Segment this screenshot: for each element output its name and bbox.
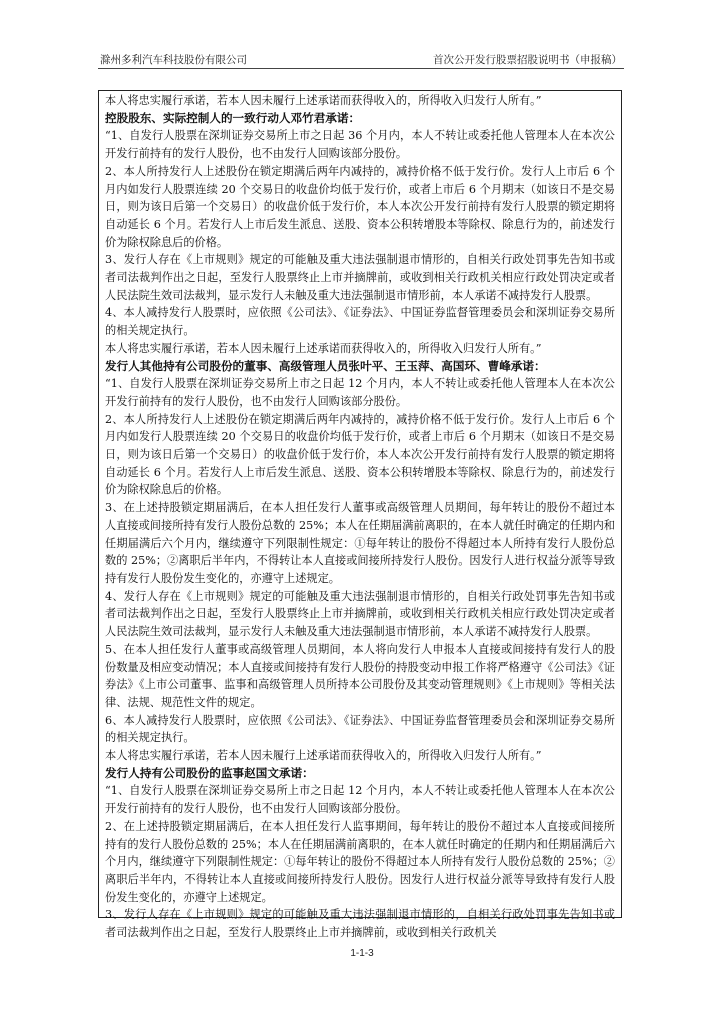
paragraph: 本人将忠实履行承诺，若本人因未履行上述承诺而获得收入的，所得收入归发行人所有。” — [105, 94, 542, 107]
paragraph: 5、在本人担任发行人董事或高级管理人员期间，本人将向发行人申报本人直接或间接持有发行人的股份数量及相应变动情况；本人直接或间接持有发行人股份的持股变动申报工作将严格遵守《公司法》《证券法》《上市公司董事、监事和高级管理人员所持本公司股份及其变动管理规则》《上市规则》等相关法律、法规、规范性文件的规定。 — [105, 642, 615, 709]
paragraph: 3、发行人存在《上市规则》规定的可能触及重大违法强制退市情形的，自相关行政处罚事先告知书或者司法裁判作出之日起，至发行人股票终止上市并摘牌前，或收到相关行政机关 — [105, 908, 615, 940]
paragraph: 2、在上述持股锁定期届满后，在本人担任发行人监事期间，每年转让的股份不超过本人直接或间接所持有的发行人股份总数的 25%；本人在任期届满前离职的，在本人就任时确定的任期内和任期届满后六个月内，继续遵守下列限制性规定：①每年转让的股份不得超过本人所持有发行人股份总数的 25%；②离职后半年内，不得转让本人直接或间接所持发行人股份。因发行人进行权益分派等导致持有发行人股份发生变化的，亦遵守上述规定。 — [105, 819, 615, 904]
paragraph: “1、自发行人股票在深圳证券交易所上市之日起 12 个月内，本人不转让或委托他人管理本人在本次公开发行前持有的发行人股份，也不由发行人回购该部分股份。 — [105, 784, 615, 816]
paragraph: 2、本人所持发行人上述股份在锁定期满后两年内减持的，减持价格不低于发行价。发行人上市后 6 个月内如发行人股票连续 20 个交易日的收盘价均低于发行价，或者上市后 6 个月期末（如该日不是交易日，则为该日后第一个交易日）的收盘价低于发行价，本人本次公开发行前持有发行人股票的锁定期将自动延长 6 个月。若发行人上市后发生派息、送股、资本公积转增股本等除权、除息行为的，前述发行价为除权除息后的价格。 — [105, 164, 615, 249]
paragraph: 本人将忠实履行承诺，若本人因未履行上述承诺而获得收入的，所得收入归发行人所有。” — [105, 749, 542, 763]
content-table-cell — [98, 90, 622, 940]
company-name: 滁州多利汽车科技股份有限公司 — [100, 54, 247, 66]
paragraph: 本人将忠实履行承诺，若本人因未履行上述承诺而获得收入的，所得收入归发行人所有。” — [105, 341, 542, 355]
paragraph: “1、自发行人股票在深圳证券交易所上市之日起 36 个月内，本人不转让或委托他人管理本人在本次公开发行前持有的发行人股份，也不由发行人回购该部分股份。 — [105, 129, 615, 161]
page-header — [98, 48, 624, 69]
section-heading: 发行人其他持有公司股份的董事、高级管理人员张叶平、王玉萍、高国环、曹峰承诺： — [105, 358, 546, 373]
paragraph: 3、在上述持股锁定期届满后，在本人担任发行人董事或高级管理人员期间，每年转让的股份不超过本人直接或间接所持有发行人股份总数的 25%；本人在任期届满前离职的，在本人就任时确定的任期内和任期届满后六个月内，继续遵守下列限制性规定：①每年转让的股份不得超过本人所持有发行人股份总数的 25%；②离职后半年内，不得转让本人直接或间接所持发行人股份。因发行人进行权益分派等导致持有发行人股份发生变化的，亦遵守上述规定。 — [105, 501, 615, 585]
paragraph: 2、本人所持发行人上述股份在锁定期满后两年内减持的，减持价格不低于发行价。发行人上市后 6 个月内如发行人股票连续 20 个交易日的收盘价均低于发行价，或者上市后 6 个月期末（如该日不是交易日，则为该日后第一个交易日）的收盘价低于发行价，本人本次公开发行前持有发行人股票的锁定期将自动延长 6 个月。若发行人上市后发生派息、送股、资本公积转增股本等除权、除息行为的，前述发行价为除权除息后的价格。 — [105, 412, 615, 497]
paragraph: “1、自发行人股票在深圳证券交易所上市之日起 12 个月内，本人不转让或委托他人管理本人在本次公开发行前持有的发行人股份，也不由发行人回购该部分股份。 — [105, 377, 615, 408]
document-title: 首次公开发行股票招股说明书（申报稿） — [433, 54, 622, 66]
paragraph: 6、本人减持发行人股票时，应依照《公司法》、《证券法》、中国证券监督管理委员会和深圳证券交易所的相关规定执行。 — [105, 713, 615, 745]
section-heading: 控股股东、实际控制人的一致行动人邓竹君承诺： — [105, 110, 361, 125]
paragraph: 3、发行人存在《上市规则》规定的可能触及重大违法强制退市情形的，自相关行政处罚事先告知书或者司法裁判作出之日起，至发行人股票终止上市并摘牌前，或收到相关行政机关相应行政处罚决定或者人民法院生效司法裁判，显示发行人未触及重大违法强制退市情形前，本人承诺不减持发行人股票。 — [105, 253, 615, 302]
paragraph: 4、本人减持发行人股票时，应依照《公司法》、《证券法》、中国证券监督管理委员会和深圳证券交易所的相关规定执行。 — [105, 306, 615, 338]
section-heading: 发行人持有公司股份的监事赵国文承诺： — [105, 765, 314, 780]
page-number: 1-1-3 — [350, 948, 374, 959]
paragraph: 4、发行人存在《上市规则》规定的可能触及重大违法强制退市情形的，自相关行政处罚事先告知书或者司法裁判作出之日起，至发行人股票终止上市并摘牌前，或收到相关行政机关相应行政处罚决定或者人民法院生效司法裁判，显示发行人未触及重大违法强制退市情形前，本人承诺不减持发行人股票。 — [105, 589, 615, 639]
